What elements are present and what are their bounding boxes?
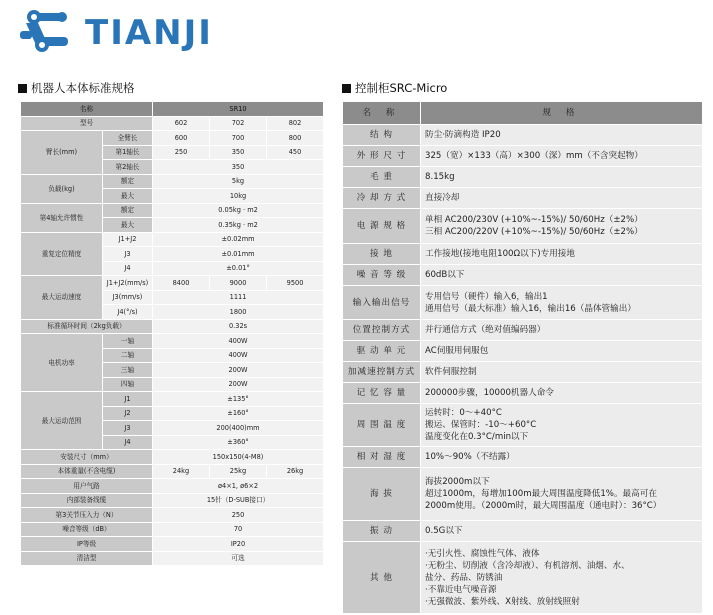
spec-key: 海 拔 <box>343 468 421 521</box>
table-row: 第1轴长 250 350 450 <box>21 145 324 160</box>
spec-value-line: 海拔2000m以下 <box>425 477 490 487</box>
spec-value <box>421 188 703 209</box>
spec-value-line: ·无粉尘、切削液（含冷却液）、有机溶剂、油烟、水、 <box>425 560 630 571</box>
spec-value-line: 单相 AC200/230V (+10%~-15%)/ 50/60Hz（±2%） <box>425 215 643 225</box>
spec-value <box>421 146 703 167</box>
table-row: 二轴 400W <box>21 348 324 363</box>
table-row <box>343 468 703 521</box>
table-row <box>343 167 703 188</box>
spec-value-line: ·不靠近电气噪音源 <box>425 584 497 595</box>
spec-value-line: 专用信号（硬件）输入6，输出1 <box>425 291 548 302</box>
table-row <box>343 209 703 244</box>
table-row <box>343 265 703 286</box>
table-header-row <box>21 102 324 117</box>
table-row: J2 ±160° <box>21 406 324 421</box>
table-row: 第2轴长 350 <box>21 160 324 175</box>
table-header-row <box>343 102 703 125</box>
table-row <box>343 286 703 320</box>
spec-key: 毛 重 <box>343 167 421 188</box>
table-row <box>343 244 703 265</box>
spec-value <box>421 542 703 614</box>
table-row: 型号 602 702 802 <box>21 116 324 131</box>
table-row <box>343 125 703 146</box>
table-row: 重复定位精度 J1+J2 ±0.02mm <box>21 232 324 247</box>
spec-key: 冷 却 方 式 <box>343 188 421 209</box>
square-bullet-icon <box>342 84 351 93</box>
spec-value-line: 并行通信方式（绝对值编码器） <box>425 325 546 335</box>
controller-spec-table <box>342 101 703 614</box>
spec-value-line: 200000步骤，10000机器人命令 <box>425 388 554 398</box>
spec-key: 记 忆 容 量 <box>343 383 421 404</box>
spec-value-line: 盐分、药品、防锈油 <box>425 572 503 583</box>
spec-key: 驱 动 单 元 <box>343 341 421 362</box>
spec-key: 周 围 温 度 <box>343 404 421 447</box>
spec-value <box>421 265 703 286</box>
table-row: J4 ±360° <box>21 435 324 450</box>
spec-key: 接 地 <box>343 244 421 265</box>
header-spec: 规 格 <box>421 102 703 125</box>
table-row: 最大运动范围 J1 ±135° <box>21 392 324 407</box>
header-name: 名称 <box>21 102 153 117</box>
spec-key: 结 构 <box>343 125 421 146</box>
spec-value-line: 超过1000m，每增加100m最大周围温度降低1%。最高可在 <box>425 489 657 499</box>
spec-value-line: 搬运、保管时：-10～+60°C <box>425 420 537 430</box>
spec-value-line: 防尘·防滴构造 IP20 <box>425 130 501 140</box>
spec-value-line: 10%～90%（不结露） <box>425 452 515 462</box>
table-row: 最大运动速度 J1+J2(mm/s) 8400 9000 9500 <box>21 276 324 291</box>
table-row <box>343 146 703 167</box>
spec-value-line: 60dB以下 <box>425 270 465 280</box>
table-row <box>343 404 703 447</box>
table-row <box>343 188 703 209</box>
table-row <box>343 447 703 468</box>
table-row: 四轴 200W <box>21 377 324 392</box>
spec-key: 其 他 <box>343 542 421 614</box>
spec-value <box>421 244 703 265</box>
header-name: 名 称 <box>343 102 421 125</box>
spec-value-line: 工作接地(接地电阻100Ω以下)专用接地 <box>425 249 575 259</box>
spec-value <box>421 286 703 320</box>
spec-value-line: ·无强微波、紫外线、X射线、放射线照射 <box>425 596 580 607</box>
spec-value <box>421 521 703 542</box>
table-row: IP等级 IP20 <box>21 537 324 552</box>
spec-value <box>421 320 703 341</box>
table-row: 清洁型 可选 <box>21 551 324 566</box>
spec-value-line: 三相 AC200/220V (+10%~-15%)/ 50/60Hz（±2%） <box>425 227 643 237</box>
spec-value-line: 通用信号（最大标准）输入16，输出16（晶体管输出） <box>425 303 636 314</box>
spec-value-line: AC伺服用伺服包 <box>425 346 489 356</box>
table-row <box>343 521 703 542</box>
spec-key: 相 对 湿 度 <box>343 447 421 468</box>
table-row: 安装尺寸（mm） 150x150(4-M8) <box>21 450 324 465</box>
spec-value-line: 2000m使用。（2000m时，最大周围温度（通电时）：36°C） <box>425 501 662 511</box>
table-row: 三轴 200W <box>21 363 324 378</box>
spec-value <box>421 468 703 521</box>
table-row: J4 ±0.01° <box>21 261 324 276</box>
spec-value <box>421 167 703 188</box>
spec-value <box>421 447 703 468</box>
spec-key: 电 源 规 格 <box>343 209 421 244</box>
spec-value-line: 0.5G以下 <box>425 526 463 536</box>
spec-value-line: 温度变化在0.3°C/min以下 <box>425 432 529 442</box>
table-row: 本体重量(不含电缆) 24kg 25kg 26kg <box>21 464 324 479</box>
table-row: J3 200(400)mm <box>21 421 324 436</box>
robot-spec-table <box>20 101 324 566</box>
spec-value-line: 8.15kg <box>425 172 455 182</box>
table-row: 最大 10kg <box>21 189 324 204</box>
table-row: 第4轴允许惯性 额定 0.05kg · m2 <box>21 203 324 218</box>
spec-value-line: 运转时：0～+40°C <box>425 408 502 418</box>
spec-key: 加减速控制方式 <box>343 362 421 383</box>
table-row: 臂长(mm) 全臂长 600 700 800 <box>21 131 324 146</box>
table-row <box>343 341 703 362</box>
controller-spec-title: 控制柜SRC-Micro <box>342 81 447 95</box>
table-row: 噪音等级（dB） 70 <box>21 522 324 537</box>
spec-value-line: ·无引火性、腐蚀性气体、液体 <box>425 548 540 559</box>
spec-value <box>421 383 703 404</box>
table-row: 用户气路 ø4×1, ø6×2 <box>21 479 324 494</box>
tianji-robot-arm-logo-icon <box>18 9 78 55</box>
spec-key: 外 形 尺 寸 <box>343 146 421 167</box>
spec-value-line: 软件伺服控制 <box>425 367 477 377</box>
table-row: 标准循环时间（2kg负载） 0.32s <box>21 319 324 334</box>
brand-name: TIANJI <box>85 13 213 53</box>
spec-value <box>421 362 703 383</box>
table-row: 最大 0.35kg · m2 <box>21 218 324 233</box>
table-row: 电机功率 一轴 400W <box>21 334 324 349</box>
table-row: J3(mm/s) 1111 <box>21 290 324 305</box>
table-row: 负载(kg) 额定 5kg <box>21 174 324 189</box>
spec-value <box>421 404 703 447</box>
robot-spec-title: 机器人本体标准规格 <box>18 81 135 95</box>
spec-value <box>421 209 703 244</box>
spec-key: 噪 音 等 级 <box>343 265 421 286</box>
table-row: J4(°/s) 1800 <box>21 305 324 320</box>
spec-value <box>421 125 703 146</box>
spec-value <box>421 341 703 362</box>
table-row <box>343 383 703 404</box>
table-row: 第3关节压入力（N） 250 <box>21 508 324 523</box>
table-row <box>343 542 703 614</box>
header-model: SR10 <box>153 102 324 117</box>
table-row <box>343 320 703 341</box>
spec-key: 位置控制方式 <box>343 320 421 341</box>
spec-key: 振 动 <box>343 521 421 542</box>
table-row: 内部装备线缆 15针（D-SUB接口） <box>21 493 324 508</box>
spec-value-line: 直接冷却 <box>425 193 460 203</box>
table-row: J3 ±0.01mm <box>21 247 324 262</box>
square-bullet-icon <box>18 84 27 93</box>
table-row <box>343 362 703 383</box>
spec-key: 输入输出信号 <box>343 286 421 320</box>
spec-value-line: 325（宽）×133（高）×300（深）mm（不含突起物） <box>425 151 643 161</box>
